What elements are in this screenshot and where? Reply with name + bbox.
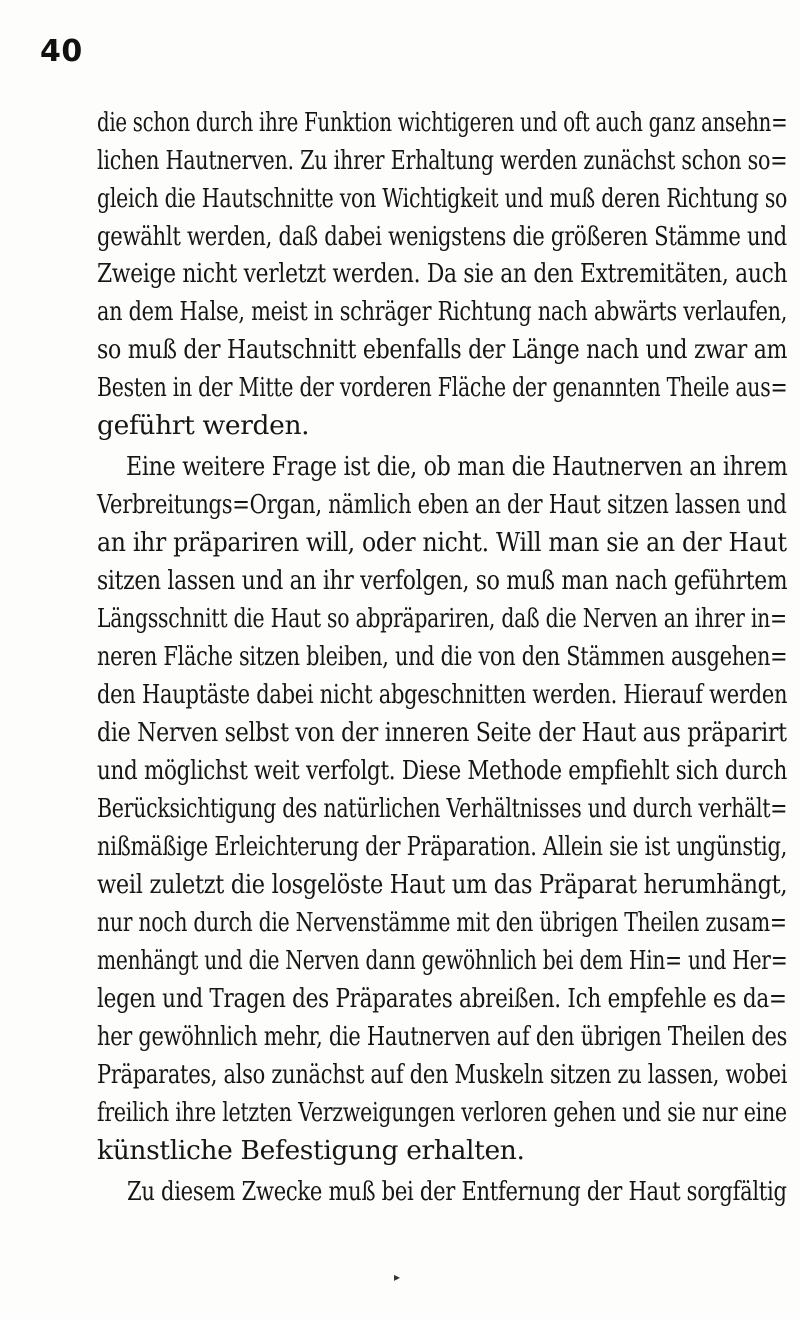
text-line: neren Fläche sitzen bleiben, und die von den Stämmen ausgehen= xyxy=(97,641,788,672)
page-number: 40 xyxy=(40,34,83,69)
text-line: an dem Halse, meist in schräger Richtung nach abwärts verlaufen, xyxy=(97,296,788,327)
text-line: nur noch durch die Nervenstämme mit den übrigen Theilen zusam= xyxy=(97,907,787,938)
text-line: künstliche Befestigung erhalten. xyxy=(97,1135,525,1166)
text-line: Zu diesem Zwecke muß bei der Entfernung der Haut sorgfältig xyxy=(127,1176,787,1207)
bottom-mark: ▸ xyxy=(394,1270,401,1284)
text-line: den Hauptäste dabei nicht abgeschnitten werden. Hierauf werden xyxy=(97,679,788,710)
text-line: an ihr präpariren will, oder nicht. Will man sie an der Haut xyxy=(97,527,787,558)
text-line: Eine weitere Frage ist die, ob man die Hautnerven an ihrem xyxy=(126,451,788,482)
text-line: Zweige nicht verletzt werden. Da sie an den Extremitäten, auch xyxy=(97,258,788,289)
text-line: weil zuletzt die losgelöste Haut um das Präparat herumhängt, xyxy=(97,869,788,900)
text-line: Besten in der Mitte der vorderen Fläche der genannten Theile aus= xyxy=(97,372,788,403)
text-line: und möglichst weit verfolgt. Diese Methode empfiehlt sich durch xyxy=(97,755,788,786)
text-line: geführt werden. xyxy=(97,410,310,441)
text-line: legen und Tragen des Präparates abreißen. Ich empfehle es da= xyxy=(97,983,787,1014)
text-line: Berücksichtigung des natürlichen Verhältnisses und durch verhält= xyxy=(97,793,788,824)
text-line: nißmäßige Erleichterung der Präparation. Allein sie ist ungünstig, xyxy=(97,831,788,862)
text-line: gleich die Hautschnitte von Wichtigkeit und muß deren Richtung so xyxy=(97,183,788,214)
text-line: lichen Hautnerven. Zu ihrer Erhaltung werden zunächst schon so= xyxy=(97,145,788,176)
text-line: Präparates, also zunächst auf den Muskeln sitzen zu lassen, wobei xyxy=(97,1059,788,1090)
text-line: freilich ihre letzten Verzweigungen verloren gehen und sie nur eine xyxy=(97,1097,787,1128)
text-line: so muß der Hautschnitt ebenfalls der Länge nach und zwar am xyxy=(97,334,788,365)
text-line: Verbreitungs=Organ, nämlich eben an der Haut sitzen lassen und xyxy=(97,489,787,520)
text-line: gewählt werden, daß dabei wenigstens die größeren Stämme und xyxy=(97,221,787,252)
text-line: sitzen lassen und an ihr verfolgen, so muß man nach geführtem xyxy=(97,565,788,596)
text-line: Längsschnitt die Haut so abpräpariren, daß die Nerven an ihrer in= xyxy=(97,603,787,634)
text-line: die Nerven selbst von der inneren Seite der Haut aus präparirt xyxy=(97,717,787,748)
text-line: menhängt und die Nerven dann gewöhnlich bei dem Hin= und Her= xyxy=(97,945,788,976)
text-line: die schon durch ihre Funktion wichtigeren und oft auch ganz ansehn= xyxy=(97,107,788,138)
text-line: her gewöhnlich mehr, die Hautnerven auf den übrigen Theilen des xyxy=(97,1021,788,1052)
